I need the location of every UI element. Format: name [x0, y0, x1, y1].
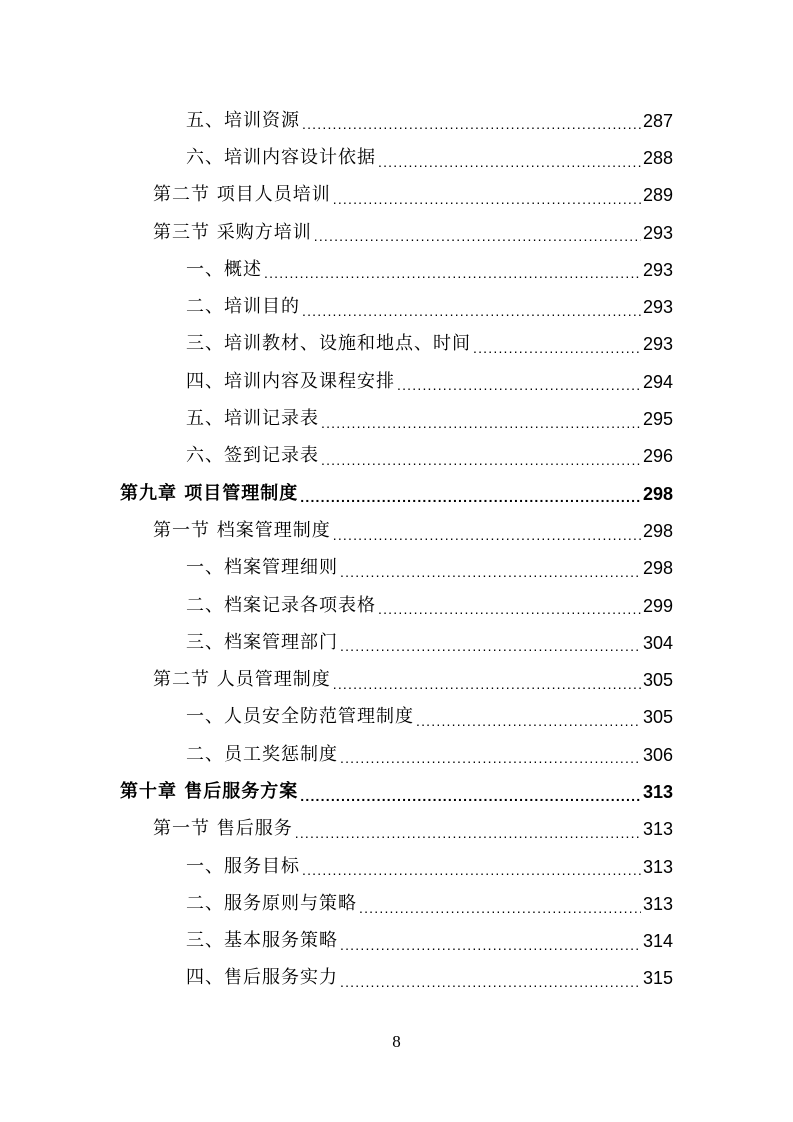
toc-entry-title: 五、培训资源	[186, 109, 300, 131]
toc-dot-leader	[397, 379, 641, 400]
toc-dot-leader	[300, 491, 641, 512]
toc-entry-page: 304	[642, 632, 673, 653]
toc-dot-leader	[378, 603, 641, 624]
toc-dot-leader	[321, 417, 641, 438]
toc-entry-section[interactable]	[0, 661, 793, 698]
toc-entry-title: 二、服务原则与策略	[186, 892, 357, 914]
toc-entry-page: 305	[642, 670, 673, 691]
toc-entry-section[interactable]	[0, 512, 793, 549]
toc-entry-item[interactable]	[0, 624, 793, 661]
toc-dot-leader	[302, 118, 641, 139]
toc-entry-page: 293	[642, 222, 673, 243]
toc-entry-title: 第二节 项目人员培训	[153, 184, 331, 206]
toc-entry-title: 一、概述	[186, 258, 262, 280]
toc-entry-item[interactable]	[0, 326, 793, 363]
toc-entry-page: 313	[642, 893, 673, 914]
toc-entry-item[interactable]	[0, 139, 793, 176]
toc-entry-title: 第十章 售后服务方案	[120, 780, 299, 802]
toc-entry-item[interactable]	[0, 587, 793, 624]
toc-dot-leader	[333, 678, 641, 699]
toc-entry-title: 一、档案管理细则	[186, 557, 338, 579]
toc-entry-chapter[interactable]	[0, 773, 793, 810]
toc-entry-item[interactable]	[0, 960, 793, 997]
toc-entry-item[interactable]	[0, 400, 793, 437]
toc-entry-page: 294	[642, 371, 673, 392]
toc-entry-page: 296	[642, 446, 673, 467]
toc-dot-leader	[378, 156, 641, 177]
toc-dot-leader	[302, 864, 641, 885]
toc-entry-page: 289	[642, 185, 673, 206]
toc-entry-section[interactable]	[0, 811, 793, 848]
toc-entry-section[interactable]	[0, 177, 793, 214]
toc-entry-item[interactable]	[0, 251, 793, 288]
toc-dot-leader	[359, 902, 641, 923]
toc-entry-title: 六、签到记录表	[186, 445, 319, 467]
toc-entry-title: 第二节 人员管理制度	[153, 669, 331, 691]
toc-entry-title: 二、员工奖惩制度	[186, 743, 338, 765]
table-of-contents	[0, 102, 793, 997]
toc-entry-item[interactable]	[0, 438, 793, 475]
toc-entry-item[interactable]	[0, 363, 793, 400]
toc-dot-leader	[333, 193, 641, 214]
toc-dot-leader	[302, 305, 641, 326]
toc-entry-page: 295	[642, 409, 673, 430]
toc-entry-title: 三、基本服务策略	[186, 930, 338, 952]
toc-entry-item[interactable]	[0, 736, 793, 773]
toc-entry-title: 一、人员安全防范管理制度	[186, 706, 414, 728]
toc-entry-page: 298	[642, 520, 673, 541]
toc-dot-leader	[333, 529, 641, 550]
toc-entry-item[interactable]	[0, 848, 793, 885]
toc-dot-leader	[340, 752, 641, 773]
toc-entry-item[interactable]	[0, 699, 793, 736]
toc-entry-page: 293	[642, 297, 673, 318]
toc-entry-page: 287	[642, 110, 673, 131]
toc-dot-leader	[340, 939, 641, 960]
toc-entry-title: 第九章 项目管理制度	[120, 482, 299, 504]
toc-entry-page: 288	[642, 147, 673, 168]
toc-entry-page: 298	[642, 483, 673, 504]
toc-dot-leader	[264, 267, 641, 288]
toc-entry-title: 四、培训内容及课程安排	[186, 370, 395, 392]
toc-entry-title: 第三节 采购方培训	[153, 221, 312, 243]
toc-entry-title: 三、培训教材、设施和地点、时间	[186, 333, 471, 355]
toc-entry-title: 第一节 售后服务	[153, 818, 293, 840]
toc-dot-leader	[295, 827, 641, 848]
toc-entry-item[interactable]	[0, 550, 793, 587]
toc-entry-page: 313	[642, 856, 673, 877]
toc-entry-title: 六、培训内容设计依据	[186, 146, 376, 168]
toc-entry-title: 二、培训目的	[186, 296, 300, 318]
toc-dot-leader	[340, 976, 641, 997]
toc-dot-leader	[473, 342, 641, 363]
toc-entry-page: 299	[642, 595, 673, 616]
toc-entry-title: 三、档案管理部门	[186, 631, 338, 653]
toc-dot-leader	[416, 715, 641, 736]
toc-entry-page: 313	[642, 781, 673, 802]
toc-dot-leader	[300, 790, 641, 811]
toc-entry-title: 第一节 档案管理制度	[153, 519, 331, 541]
toc-entry-title: 五、培训记录表	[186, 408, 319, 430]
toc-entry-item[interactable]	[0, 923, 793, 960]
toc-dot-leader	[314, 230, 641, 251]
toc-entry-chapter[interactable]	[0, 475, 793, 512]
toc-entry-title: 二、档案记录各项表格	[186, 594, 376, 616]
toc-dot-leader	[340, 640, 641, 661]
toc-entry-page: 315	[642, 968, 673, 989]
toc-entry-page: 305	[642, 707, 673, 728]
toc-entry-item[interactable]	[0, 102, 793, 139]
toc-entry-page: 293	[642, 259, 673, 280]
toc-entry-item[interactable]	[0, 288, 793, 325]
toc-entry-page: 306	[642, 744, 673, 765]
toc-dot-leader	[321, 454, 641, 475]
toc-entry-section[interactable]	[0, 214, 793, 251]
toc-entry-page: 298	[642, 558, 673, 579]
page-number: 8	[392, 1032, 401, 1051]
toc-entry-title: 一、服务目标	[186, 855, 300, 877]
toc-entry-page: 313	[642, 819, 673, 840]
toc-entry-item[interactable]	[0, 885, 793, 922]
toc-entry-page: 314	[642, 931, 673, 952]
toc-dot-leader	[340, 566, 641, 587]
toc-entry-page: 293	[642, 334, 673, 355]
toc-entry-title: 四、售后服务实力	[186, 967, 338, 989]
